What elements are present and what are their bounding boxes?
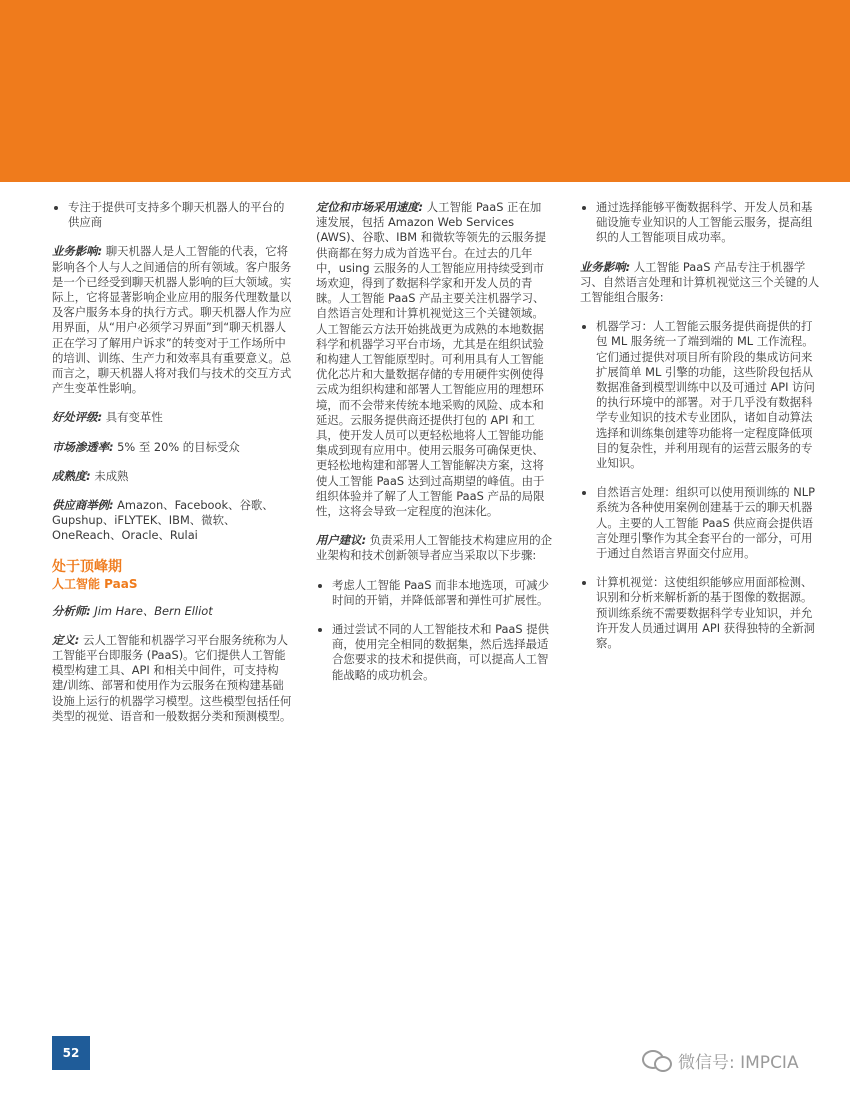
- benefit-rating-label: 好处评级:: [52, 410, 103, 425]
- list-item: 通过选择能够平衡数据科学、开发人员和基础设施专业知识的人工智能云服务，提高组织的人工智能项目成功率。: [580, 200, 820, 246]
- column-right: [580, 200, 820, 665]
- watermark: [642, 1046, 799, 1074]
- bullet-list: [580, 319, 820, 651]
- sample-vendors: [52, 498, 292, 544]
- analysts: [52, 604, 292, 619]
- page-number: 52: [52, 1036, 90, 1070]
- list-item: 自然语言处理：组织可以使用预训练的 NLP 系统为各种使用案例创建基于云的聊天机器人。主要的人工智能 PaaS 供应商会提供语言处理引擎作为其全套平台的一部分，可用于通过自然语言界面交付应用。: [580, 485, 820, 561]
- position-label: 定位和市场采用速度:: [316, 200, 424, 214]
- definition-label: 定义:: [52, 632, 80, 647]
- business-impact-label: 业务影响:: [580, 259, 631, 274]
- section-subtitle: 人工智能 PaaS: [52, 576, 138, 591]
- maturity: [52, 469, 292, 484]
- sample-vendors-value: Amazon、Facebook、谷歌、Gupshup、iFLYTEK、IBM、微软、OneReach、Oracle、Rulai: [52, 498, 274, 543]
- bullet-list: [316, 578, 552, 683]
- business-impact-text: 聊天机器人是人工智能的代表，它将影响各个人与人之间通信的所有领域。客户服务是一个已经受到聊天机器人影响的巨大领域。实际上，它将显著影响企业应用的服务代理数量以及客户服务本身的执行方式。聊天机器人作为应用界面，从“用户必须学习界面”到“聊天机器人正在学习了解用户诉求”的转变对于工作场所中的培训、训练、生产力和效率具有重要意义。总而言之，聊天机器人将对我们与技术的交互方式产生变革性影响。: [52, 244, 292, 396]
- wechat-icon: [642, 1048, 672, 1072]
- maturity-label: 成熟度:: [52, 468, 91, 483]
- list-item: 通过尝试不同的人工智能技术和 PaaS 提供商，使用完全相同的数据集，然后选择最适合您要求的技术和提供商，可以提高人工智能战略的成功机会。: [316, 622, 552, 683]
- market-penetration-label: 市场渗透率:: [52, 439, 114, 454]
- benefit-rating-value: 具有变革性: [105, 410, 163, 425]
- user-advice-label: 用户建议:: [316, 533, 367, 548]
- business-impact-label: 业务影响:: [52, 244, 103, 259]
- market-penetration-value: 5% 至 20% 的目标受众: [117, 439, 240, 454]
- definition-text: 云人工智能和机器学习平台服务统称为人工智能平台即服务 (PaaS)。它们提供人工智能模型构建工具、API 和相关中间件，可支持构建/训练、部署和使用作为云服务在预构建基础设施上运行的机器学习模型。这些模型包括任何类型的视觉、语音和一般数据分类和预测模型。: [52, 632, 292, 723]
- business-impact-paragraph: [580, 260, 820, 306]
- bullet-list: [580, 200, 820, 246]
- bullet-list: [52, 200, 292, 230]
- analysts-value: Jim Hare、Bern Elliot: [94, 603, 213, 618]
- header-banner: [0, 0, 850, 182]
- position-paragraph: [316, 200, 552, 519]
- market-penetration: [52, 440, 292, 455]
- user-advice-text: 负责采用人工智能技术构建应用的企业架构和技术创新领导者应当采取以下步骤:: [316, 533, 553, 563]
- watermark-text: 微信号: IMPCIA: [678, 1052, 799, 1073]
- definition-paragraph: [52, 633, 292, 724]
- analysts-label: 分析师:: [52, 603, 91, 618]
- business-impact-text: 人工智能 PaaS 产品专注于机器学习、自然语言处理和计算机视觉这三个关键的人工智能组合服务:: [580, 259, 820, 305]
- user-advice-paragraph: [316, 533, 552, 563]
- list-item: 专注于提供可支持多个聊天机器人的平台的供应商: [52, 200, 292, 230]
- maturity-value: 未成熟: [94, 468, 129, 483]
- list-item: 考虑人工智能 PaaS 而非本地选项，可减少时间的开销，并降低部署和弹性可扩展性。: [316, 578, 552, 608]
- business-impact-paragraph: [52, 244, 292, 396]
- list-item: 机器学习：人工智能云服务提供商提供的打包 ML 服务统一了端到端的 ML 工作流程。它们通过提供对项目所有阶段的集成访问来扩展简单 ML 引擎的功能，这些阶段包括从数据准备到模型训练中以及可通过 API 访问的执行环境中的部署。对于几乎没有数据科学专业知识的技术专业团队，诸如自动算法选择和训练集创建等功能将一定程度降低项目的复杂性，并利用现有的运营云服务的专业知识。: [580, 319, 820, 471]
- list-item: 计算机视觉：这使组织能够应用面部检测、识别和分析来解析新的基于图像的数据源。预训练系统不需要数据科学专业知识，并允许开发人员通过调用 API 获得独特的全新洞察。: [580, 575, 820, 651]
- column-left: [52, 200, 292, 738]
- benefit-rating: [52, 410, 292, 425]
- position-text: 人工智能 PaaS 正在加速发展，包括 Amazon Web Services (AWS)、谷歌、IBM 和微软等领先的云服务提供商都在努力成为首选平台。在过去的几年中，using 云服务的人工智能应用持续受到市场欢迎，得到了数据科学家和开发人员的青睐。人工智能 PaaS 产品主要关注机器学习、自然语言处理和计算机视觉这三个关键领域。人工智能云方法开始挑战更为成熟的本地数据科学和机器学习平台市场，尤其是在组织试验和构建人工智能原型时。可利用具有人工智能优化芯片和大量数据存储的专用硬件实例使得云成为组织构建和部署人工智能应用的理想环境，而不会带来传统本地采购的风险、成本和延迟。云服务提供商还提供打包的 API 和工具，使开发人员可以更轻松地将人工智能功能集成到现有应用中。使用云服务可确保更快、更轻松地构建和部署人工智能解决方案，这将使人工智能 PaaS 达到过高期望的峰值。由于组织体验并了解了人工智能 PaaS 产品的局限性，这将会导致一定程度的泡沫化。: [316, 200, 547, 519]
- column-middle: [316, 200, 552, 697]
- section-title: 处于顶峰期: [52, 558, 122, 575]
- sample-vendors-label: 供应商举例:: [52, 498, 114, 513]
